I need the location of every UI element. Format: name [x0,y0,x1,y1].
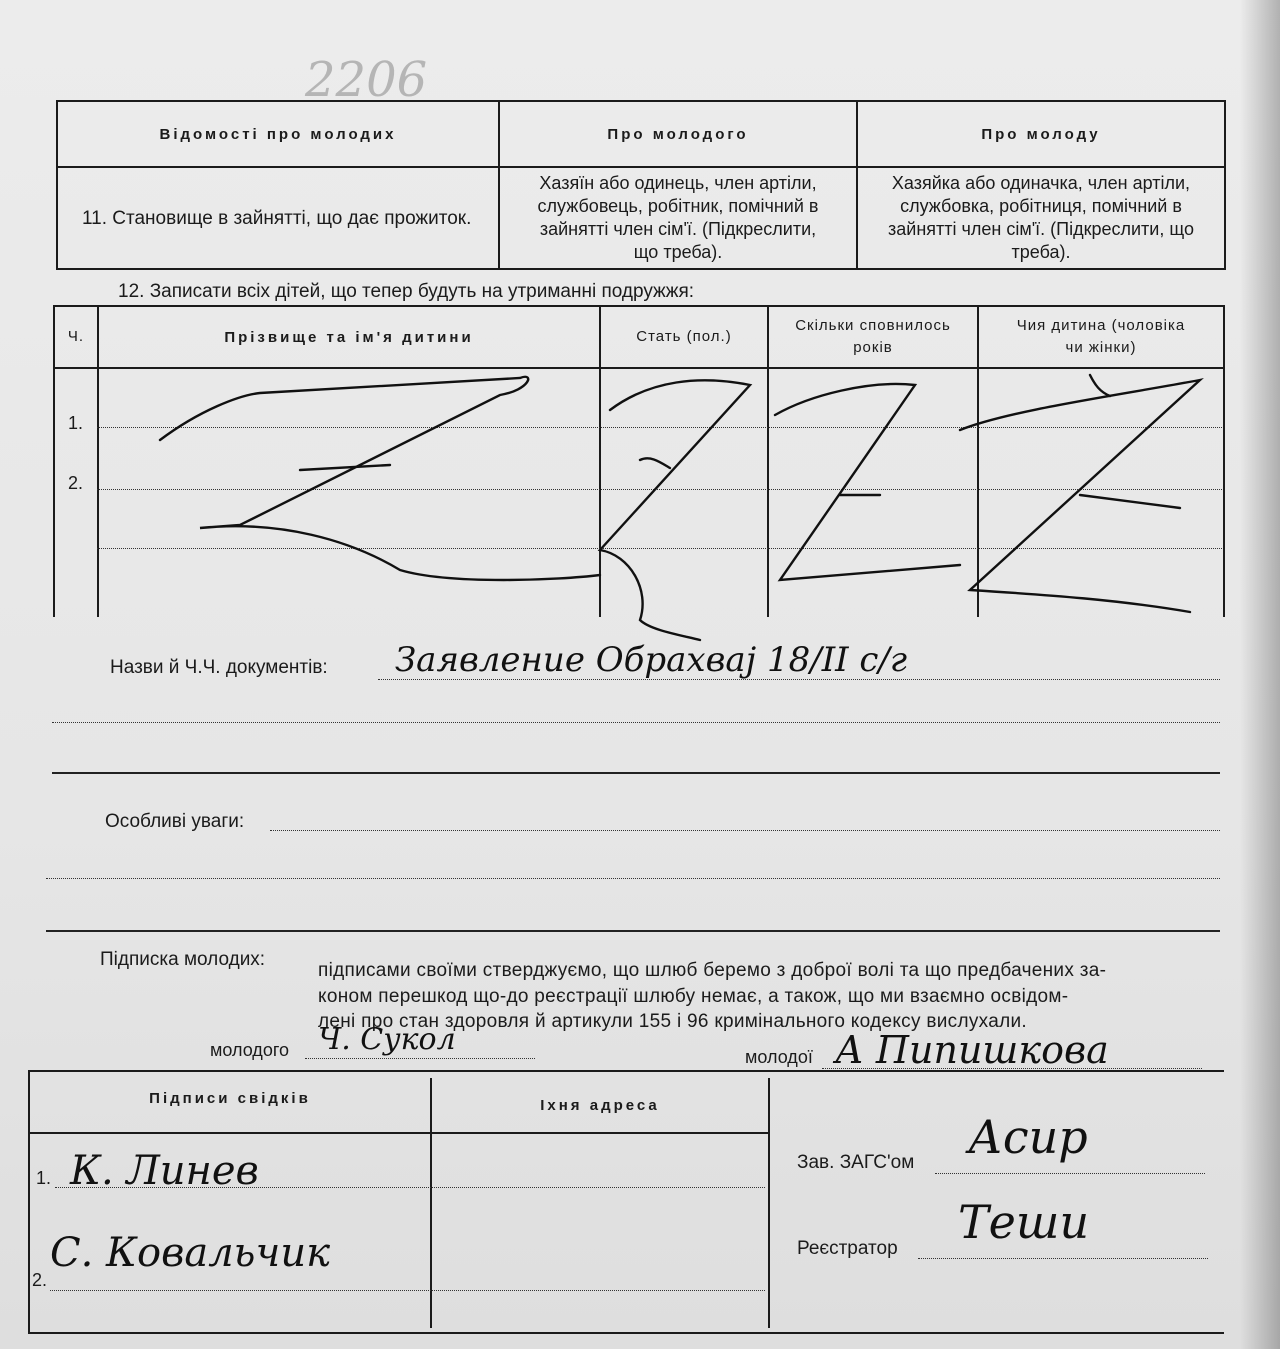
children-section-title: 12. Записати всіх дітей, що тепер будуть на утриманні подружжя: [118,281,695,302]
registrar-line [918,1258,1208,1259]
witness-1-number: 1. [36,1168,52,1188]
head-registry-signature: Асир [968,1110,1088,1164]
witness-signatures-header: Підписи свідків [149,1090,311,1107]
bride-signature: А Пипишкова [835,1028,1109,1072]
pledge-line-1: підписами своїми стверджуємо, що шлюб беремо з доброї волі та що предбачених за- [318,960,1107,981]
witness-1-signature: К. Линев [70,1148,259,1194]
witness-divider-2 [768,1078,770,1328]
col-number: Ч. [67,328,85,345]
pledge-line-2: коном перешкод що-до реєстрації шлюбу немає, а також, що ми взаємно освідом- [318,986,1069,1007]
documents-label: Назви й Ч.Ч. документів: [110,657,328,678]
col-age: Скільки сповнилось років [795,317,951,356]
pledge-line-3: лені про стан здоровля й артикули 155 і 96 кримінального кодексу вислухали. [318,1011,1027,1032]
head-registry-line [935,1173,1205,1174]
header-info: Відомості про молодих [159,125,397,143]
col-child-name: Прізвище та ім'я дитини [224,328,474,346]
witness-2-line [50,1290,765,1291]
row-label-occupation: 11. Становище в зайнятті, що дає прожиток. [82,207,472,229]
header-groom: Про молодого [607,125,749,143]
head-registry-label: Зав. ЗАГС'ом [797,1152,915,1173]
bride-signature-line [822,1068,1202,1069]
remarks-line-1 [270,830,1220,831]
documents-line-2 [52,722,1220,723]
witness-header-line [30,1132,768,1134]
groom-signature-label: молодого [210,1040,290,1060]
pledge-label: Підписка молодих: [100,949,266,970]
remarks-label: Особливі уваги: [105,811,245,832]
remarks-line-3 [46,930,1220,932]
witness-1-line [55,1187,765,1188]
registrar-label: Реєстратор [797,1238,898,1259]
groom-signature: Ч. Сукол [318,1022,456,1057]
row-number-2: 2. [68,473,84,493]
header-bride: Про молоду [981,125,1101,143]
documents-line-3 [52,772,1220,774]
bride-signature-label: молодої [745,1047,813,1067]
witness-2-signature: С. Ковальчик [50,1230,330,1276]
col-sex: Стать (пол.) [636,328,732,345]
registrar-signature: Теши [958,1195,1090,1249]
documents-value: Заявление Обрахвај 18/II с/г [395,640,908,680]
page-edge-shadow [1240,0,1280,1349]
witness-address-header: Іхня адреса [540,1097,660,1114]
archive-number: 2206 [305,52,428,108]
remarks-line-2 [46,878,1220,879]
row-number-1: 1. [68,413,84,433]
groom-signature-line [305,1058,535,1059]
groom-occupation-options: Хазяїн або одинець, член артіли, службовець, робітник, помічний в зайнятті член сім'ї. (Підкреслити, що треба). [537,173,819,262]
witness-2-number: 2. [32,1270,48,1290]
documents-line-1 [378,679,1220,680]
bride-occupation-options: Хазяйка або одиначка, член артіли, службовка, робітниця, помічний в зайнятті член сім'ї. (Підкреслити, що треба). [888,173,1194,262]
col-whose-child: Чия дитина (чоловіка чи жінки) [1016,317,1186,356]
